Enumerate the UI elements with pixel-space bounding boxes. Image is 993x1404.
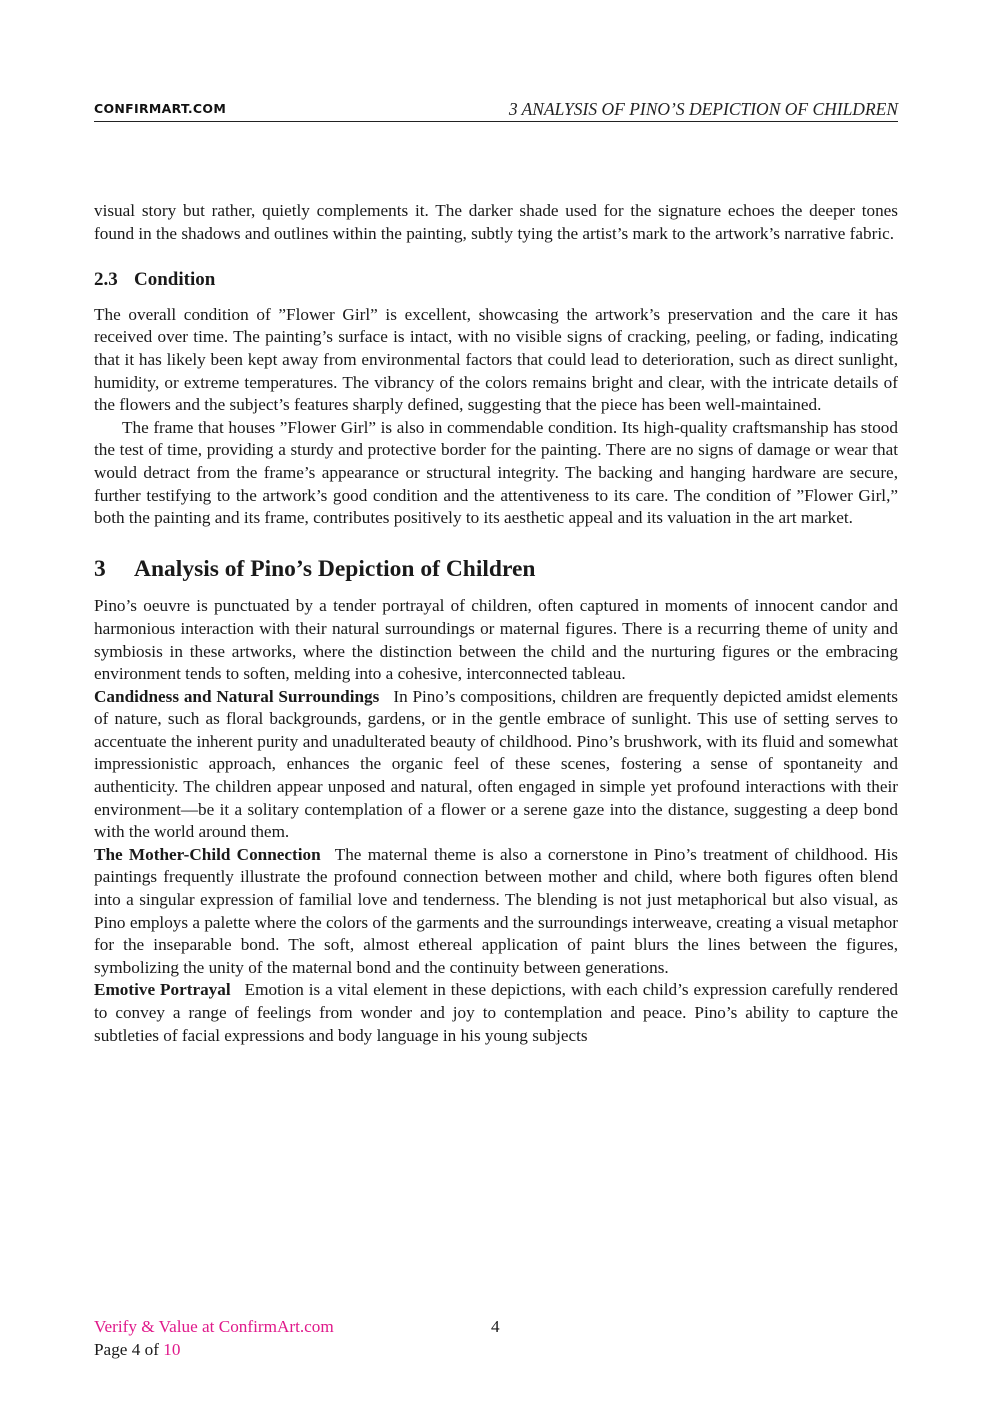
- page-count: [94, 1338, 334, 1361]
- verify-link[interactable]: Verify & Value at ConfirmArt.com: [94, 1317, 334, 1336]
- continued-paragraph: visual story but rather, quietly complements it. The darker shade used for the signature echoes the deeper tones found in the shadows and outlines within the painting, subtly tying the artist’s mark to the artwork’s narrative fabric.: [94, 201, 898, 243]
- page-total-link[interactable]: 10: [163, 1340, 181, 1359]
- paragraph-candidness: [94, 686, 898, 844]
- subsection-number: 2.3: [94, 269, 118, 291]
- paragraph-heading: Emotive Portrayal: [94, 980, 231, 1000]
- subsection-heading: [94, 269, 898, 292]
- page-footer: [94, 1315, 334, 1361]
- subsection-title: Condition: [134, 269, 216, 291]
- section-title: Analysis of Pino’s Depiction of Children: [134, 555, 536, 582]
- paragraph-text: Emotion is a vital element in these depictions, with each child’s expression carefully rendered to convey a range of feelings from wonder and joy to contemplation and peace. Pino’s ability to capture the subtleties of facial expressions and body language in his young subjects: [94, 980, 898, 1045]
- section-number: 3: [94, 555, 106, 582]
- paragraph-text: The maternal theme is also a cornerstone in Pino’s treatment of childhood. His paintings frequently illustrate the profound connection between mother and child, where both figures often blend into a singular expression of familial love and tenderness. The blending is not just metaphorical but also visual, as Pino employs a palette where the colors of the garments and the surroundings interweave, creating a visual metaphor for the inseparable bond. The soft, almost ethereal application of paint blurs the lines between the figures, symbolizing the unity of the maternal bond and the continuity between generations.: [94, 844, 898, 977]
- page-count-prefix: Page 4 of: [94, 1340, 164, 1359]
- section-heading: [94, 555, 898, 582]
- paragraph-emotive: [94, 979, 898, 1047]
- running-title: 3 ANALYSIS OF PINO’S DEPICTION OF CHILDREN: [508, 99, 898, 119]
- section-intro: Pino’s oeuvre is punctuated by a tender portrayal of children, often captured in moments of innocent candor and harmonious interaction with their natural surroundings or maternal figures. There is a recurring theme of unity and symbiosis in these artworks, where the distinction between the child and the nurturing figures or the embracing environment tends to soften, melding into a cohesive, interconnected tableau.: [94, 596, 898, 684]
- page-header: [94, 99, 898, 122]
- page-number: 4: [491, 1317, 500, 1336]
- brand-logo-text: CONFIRMART.COM: [94, 101, 227, 116]
- paragraph-mother-child: [94, 844, 898, 980]
- paragraph-text: In Pino’s compositions, children are frequently depicted amidst elements of nature, such as floral backgrounds, gardens, or in the gentle embrace of sunlight. This use of setting serves to accentuate the inherent purity and unadulterated beauty of childhood. Pino’s brushwork, with its fluid and somewhat impressionistic approach, enhances the organic feel of these scenes, fostering a sense of spontaneity and authenticity. The children appear unposed and natural, often engaged in simple yet profound interactions with their environment—be it a solitary contemplation of a flower or a serene gaze into the distance, suggesting a deep bond with the world around them.: [94, 686, 898, 842]
- document-body: [94, 200, 898, 1047]
- condition-paragraph-2: The frame that houses ”Flower Girl” is also in commendable condition. Its high-quality craftsmanship has stood the test of time, providing a sturdy and protective border for the painting. There are no signs of damage or wear that would detract from the frame’s appearance or structural integrity. The backing and hanging hardware are secure, further testifying to the artwork’s good condition and the attentiveness to its care. The condition of ”Flower Girl,” both the painting and its frame, contributes positively to its aesthetic appeal and its valuation in the art market.: [94, 417, 898, 528]
- condition-paragraph-1: The overall condition of ”Flower Girl” is excellent, showcasing the artwork’s preservation and the care it has received over time. The painting’s surface is intact, with no visible signs of cracking, peeling, or fading, indicating that it has likely been kept away from environmental factors that could lead to deterioration, such as direct sunlight, humidity, or extreme temperatures. The vibrancy of the colors remains bright and clear, with the intricate details of the flowers and the subject’s features sharply defined, suggesting that the piece has been well-maintained.: [94, 304, 898, 415]
- paragraph-heading: The Mother-Child Connection: [94, 844, 321, 864]
- paragraph-heading: Candidness and Natural Surroundings: [94, 686, 380, 706]
